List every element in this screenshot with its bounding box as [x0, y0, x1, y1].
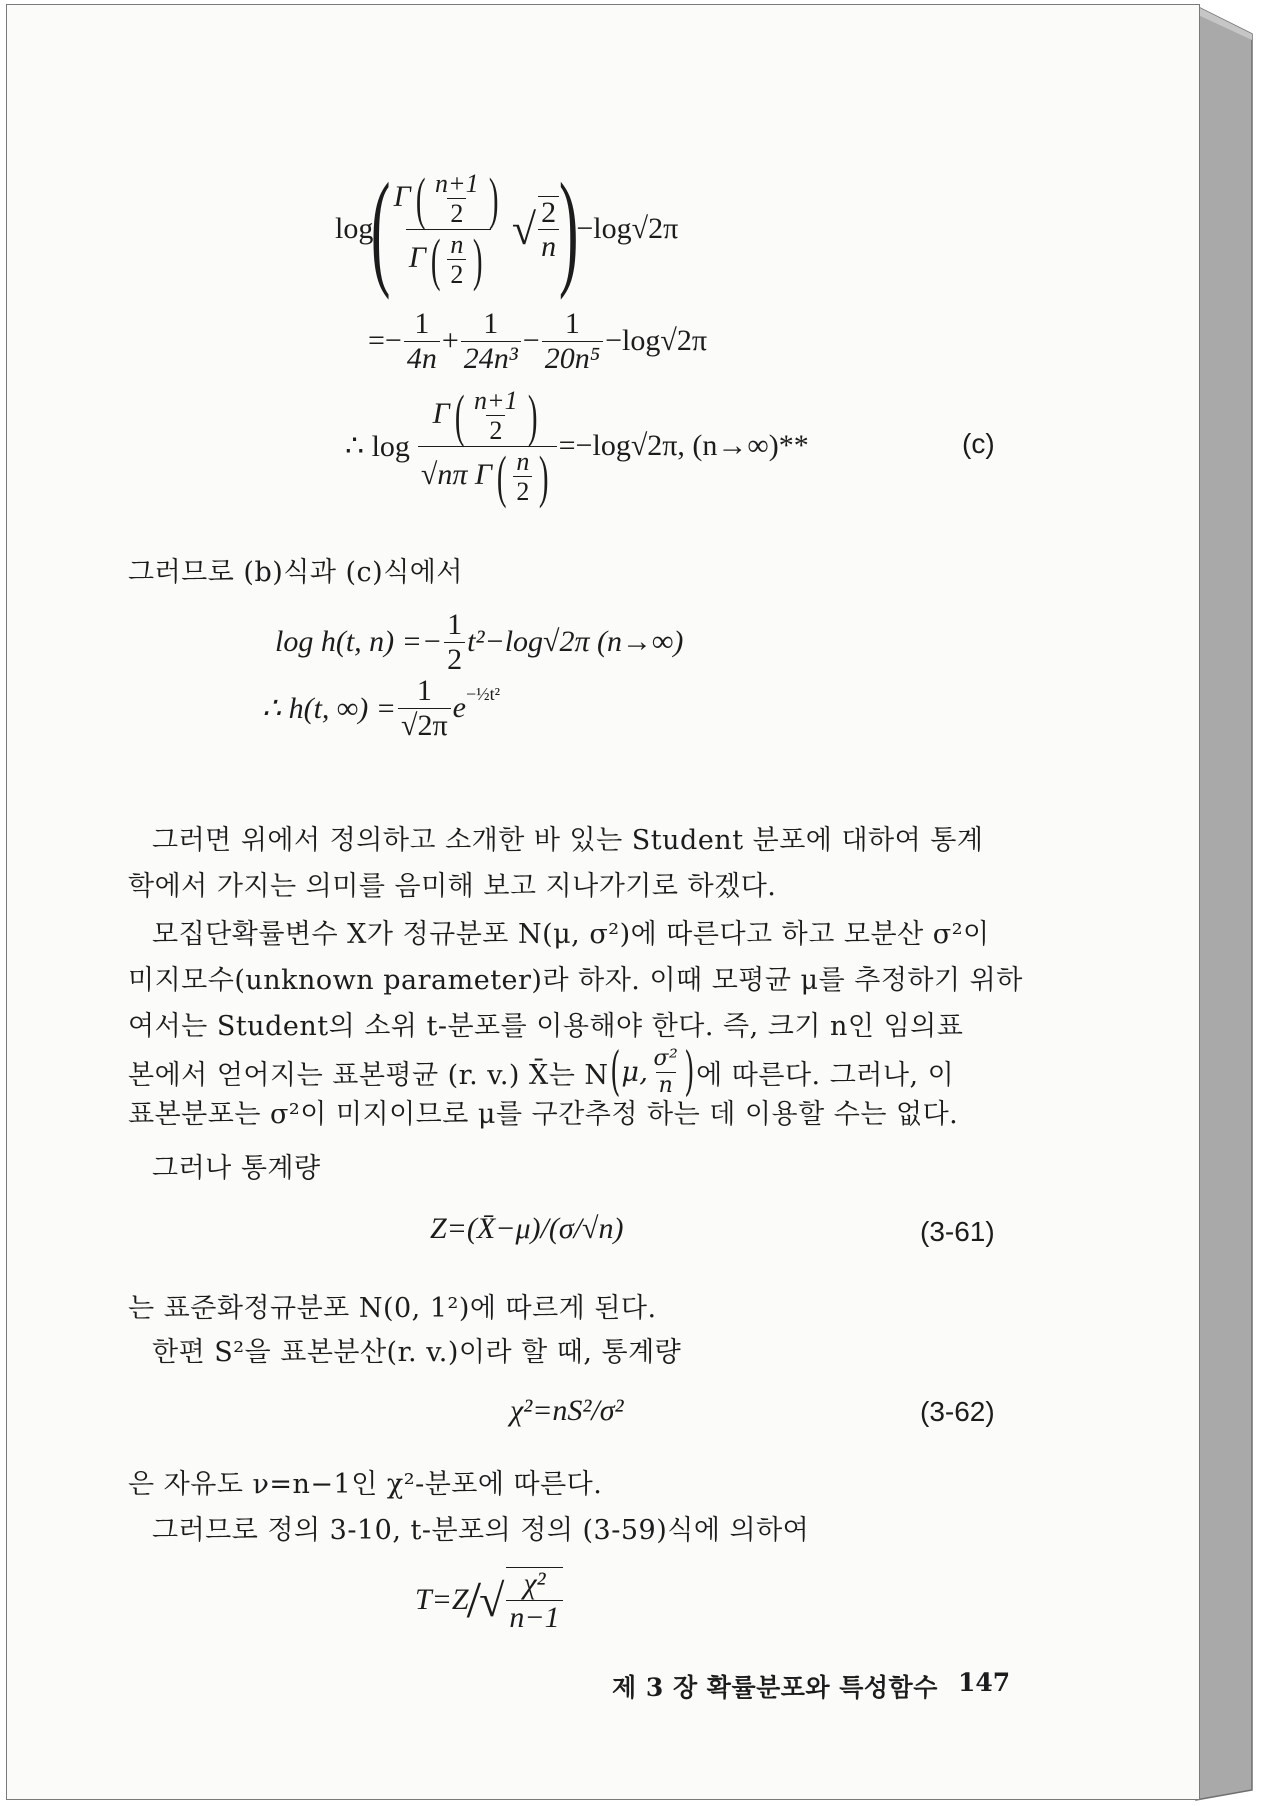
- eq2-f1-num: 1: [414, 307, 430, 340]
- equation-h-infinity: [262, 672, 500, 744]
- eq1-num-den: 2: [447, 198, 466, 227]
- eq3-therefore-log: ∴ log: [345, 429, 410, 463]
- gamma-symbol: Γ: [393, 179, 411, 213]
- eq2-prefix: =−: [368, 324, 402, 357]
- equation-t-statistic: [415, 1560, 565, 1640]
- p2-line4-mu: μ,: [621, 1056, 649, 1088]
- radical-sign: √: [511, 204, 537, 254]
- eq1-log: log: [335, 212, 374, 245]
- equation-log-gamma-ratio: [335, 157, 679, 301]
- equation-label-c: (c): [962, 428, 995, 459]
- eq1-num-num: n+1: [435, 168, 479, 198]
- eq2-f2-den: 24n³: [461, 341, 521, 375]
- paragraph-3: 그러나 통계량: [152, 1153, 321, 1184]
- eq5-frac-num: 1: [416, 674, 432, 707]
- eq4-frac-num: 1: [447, 608, 463, 641]
- paragraph-6: 은 자유도 ν=n−1인 χ²-분포에 따른다.: [128, 1469, 603, 1500]
- paragraph-2-line-1: 모집단확률변수 X가 정규분포 N(μ, σ²)에 따른다고 하고 모분산 σ²이: [152, 919, 990, 950]
- eq3-den-num: n: [516, 446, 530, 476]
- equation-label-3-62: (3-62): [920, 1396, 995, 1427]
- paragraph-5: 한편 S²을 표본분산(r. v.)이라 할 때, 통계량: [152, 1337, 682, 1368]
- eq2-tail: −log√2π: [605, 324, 707, 357]
- slash: /: [466, 1571, 482, 1629]
- equation-3-62: χ²=nS²/σ²: [510, 1394, 624, 1427]
- equation-3-61: Z=(X̄−μ)/(σ/√n): [430, 1212, 624, 1245]
- p2-line4-frac-num: σ²: [653, 1046, 679, 1072]
- eq2-f1-den: 4n: [404, 341, 440, 375]
- eq1-tail: −log√2π: [576, 212, 679, 245]
- eqT-lhs: T=Z: [415, 1583, 469, 1616]
- equation-series-expansion: [368, 308, 707, 374]
- eq5-lhs: ∴ h(t, ∞) =: [262, 691, 397, 725]
- eq3-rhs: =−log√2π, (n→∞)**: [558, 429, 809, 462]
- eq1-sqrt-fraction: [538, 196, 559, 263]
- text-bc-intro: 그러므로 (b)식과 (c)식에서: [128, 557, 463, 588]
- equation-label-3-61: (3-61): [920, 1216, 995, 1247]
- eq4-rhs: t²−log√2π (n→∞): [467, 625, 684, 658]
- eq2-f2-num: 1: [483, 307, 499, 340]
- eq3-den-prefix: √nπ Γ: [420, 457, 492, 491]
- eq3-den-den: 2: [513, 476, 532, 505]
- eq3-num-num: n+1: [474, 385, 518, 415]
- eq2-plus: +: [441, 324, 459, 357]
- eq1-gamma-fraction: Γ( $\frac{n+1}{2}$ ) Γ( $\frac{n}{2}$ ): [393, 165, 499, 292]
- p2-line4-text-a: 본에서 얻어지는 표본평균 (r. v.) X̄는 N: [128, 1059, 609, 1091]
- paragraph-2-line-5: 표본분포는 σ²이 미지이므로 μ를 구간추정 하는 데 이용할 수는 없다.: [128, 1099, 959, 1130]
- eq5-exp-base: e: [452, 691, 466, 724]
- paragraph-2-line-3: 여서는 Student의 소위 t-분포를 이용해야 한다. 즉, 크기 n인 임의표: [128, 1011, 964, 1042]
- paragraph-1-line-1: 그러면 위에서 정의하고 소개한 바 있는 Student 분포에 대하여 통계: [152, 825, 984, 856]
- eqT-frac-den: n−1: [506, 1600, 562, 1634]
- equation-log-h: [275, 608, 684, 676]
- page-number: 147: [958, 1668, 1011, 1697]
- eq1-den-num: n: [450, 229, 464, 259]
- eqT-frac-num: χ²: [523, 1566, 546, 1600]
- eq4-frac-den: 2: [444, 642, 465, 676]
- p2-line4-frac-den: n: [656, 1072, 677, 1097]
- running-footer-chapter: 제 3 장 확률분포와 특성함수: [612, 1673, 938, 1702]
- eq3-fraction: Γ( $\frac{n+1}{2}$ ) √nπ Γ( $\frac{n}{2}$ ): [418, 387, 557, 506]
- big-left-paren: (: [371, 157, 391, 301]
- eq2-f3-den: 20n⁵: [542, 341, 603, 375]
- radical-sign: √: [479, 1574, 505, 1626]
- eq1-sqrt-den: n: [538, 229, 559, 263]
- paragraph-2-line-2: 미지모수(unknown parameter)라 하자. 이때 모평균 μ를 추정하기 위하: [128, 965, 1023, 996]
- paragraph-2-line-4: 본에서 얻어지는 표본평균 (r. v.) X̄는 N ( μ, $\frac{\text{σ²}}{n}$ ) 에 따른다. 그러나, 이: [128, 1042, 955, 1102]
- p2-line4-text-b: 에 따른다. 그러나, 이: [696, 1059, 955, 1091]
- gamma-symbol: Γ: [408, 240, 426, 274]
- big-right-paren: ): [558, 157, 579, 301]
- equation-therefore-limit: [345, 382, 809, 510]
- eq5-exponent: −½t²: [466, 683, 501, 704]
- eq3-num-den: 2: [486, 415, 505, 444]
- eq4-lhs: log h(t, n) =−: [275, 625, 443, 658]
- eq1-den-den: 2: [447, 259, 466, 288]
- eq2-f3-num: 1: [564, 307, 580, 340]
- paragraph-4: 는 표준화정규분포 N(0, 1²)에 따르게 된다.: [128, 1293, 657, 1324]
- paragraph-1-line-2: 학에서 가지는 의미를 음미해 보고 지나가기로 하겠다.: [128, 871, 777, 902]
- eq2-minus: −: [522, 324, 540, 357]
- eq5-frac-den: √2π: [398, 708, 451, 742]
- eq1-sqrt-num: 2: [541, 195, 557, 229]
- paragraph-7: 그러므로 정의 3-10, t-분포의 정의 (3-59)식에 의하여: [152, 1515, 810, 1546]
